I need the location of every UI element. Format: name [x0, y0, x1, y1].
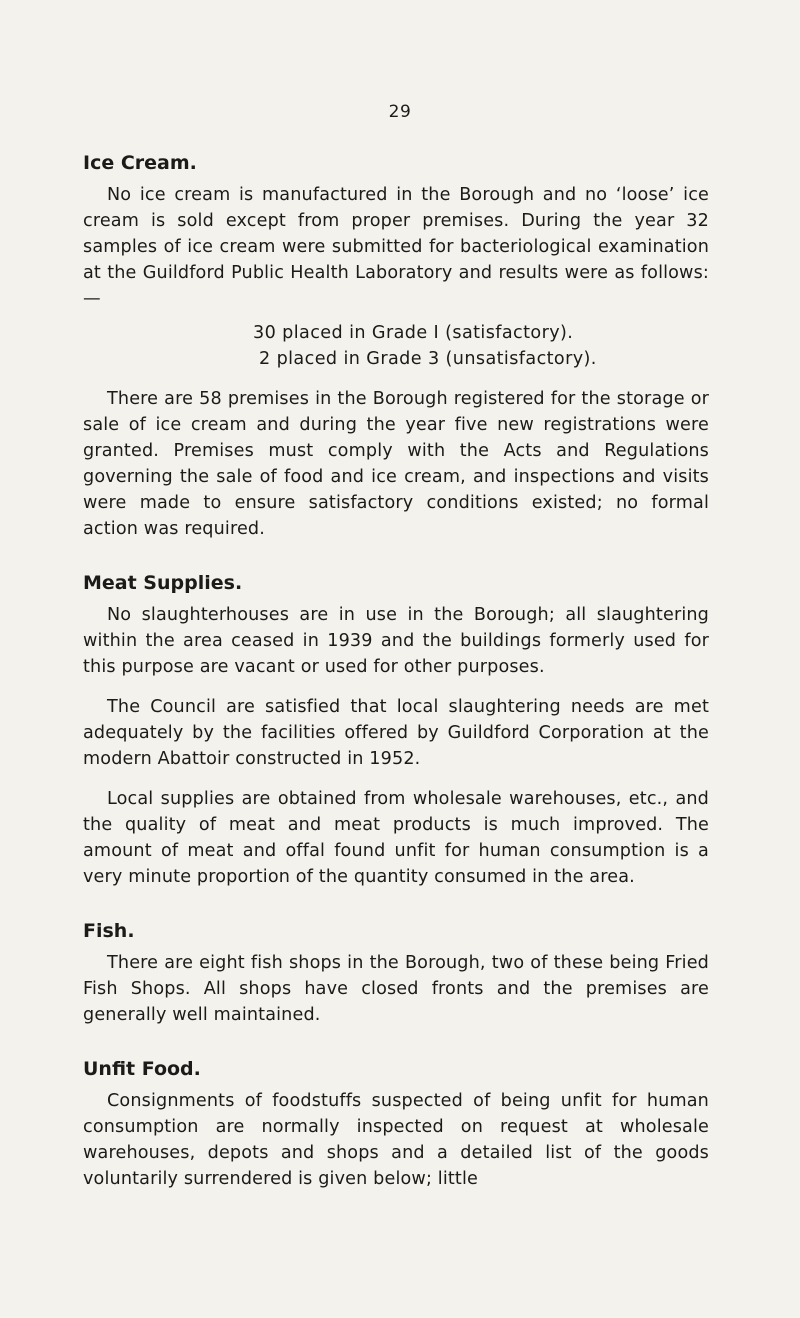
section-heading: Ice Cream.	[83, 152, 197, 174]
page-number: 29	[388, 102, 412, 122]
paragraph: No ice cream is manufactured in the Borough and no ‘loose’ ice cream is sold except from proper premises. During the year 32 samples of ice cream were submitted for bacteriological examination at the Guildford Public Health Laboratory and results were as follows:—	[83, 185, 709, 309]
section-unfit-food	[83, 1056, 709, 1192]
paragraph: No slaughterhouses are in use in the Borough; all slaughtering within the area ceased in 1939 and the buildings formerly used for this purpose are vacant or used for other purposes.	[83, 605, 709, 677]
result-line: 2 placed in Grade 3 (unsatisfactory).	[253, 349, 597, 369]
result-line: 30 placed in Grade I (satisfactory).	[253, 323, 574, 343]
section-ice-cream	[83, 150, 709, 542]
paragraph: There are eight fish shops in the Borough, two of these being Fried Fish Shops. All shops have closed fronts and the premises are generally well maintained.	[83, 953, 709, 1025]
paragraph: Consignments of foodstuffs suspected of being unfit for human consumption are normally inspected on request at wholesale warehouses, depots and shops and a detailed list of the goods voluntarily surrendered is given below; little	[83, 1091, 709, 1189]
section-meat-supplies	[83, 570, 709, 890]
paragraph: Local supplies are obtained from wholesale warehouses, etc., and the quality of meat and meat products is much improved. The amount of meat and offal found unfit for human consumption is a very minute proportion of the quantity consumed in the area.	[83, 789, 709, 887]
section-heading: Meat Supplies.	[83, 572, 243, 594]
page-body	[83, 150, 709, 1206]
section-heading: Unfit Food.	[83, 1058, 201, 1080]
paragraph: The Council are satisfied that local slaughtering needs are met adequately by the facilities offered by Guildford Corporation at the modern Abattoir constructed in 1952.	[83, 697, 709, 769]
sample-results-list	[83, 320, 709, 372]
section-heading: Fish.	[83, 920, 135, 942]
paragraph: There are 58 premises in the Borough registered for the storage or sale of ice cream and during the year five new registrations were granted. Premises must comply with the Acts and Regulations governing the sale of food and ice cream, and inspections and visits were made to ensure satisfactory conditions existed; no formal action was required.	[83, 389, 709, 539]
section-fish	[83, 918, 709, 1028]
